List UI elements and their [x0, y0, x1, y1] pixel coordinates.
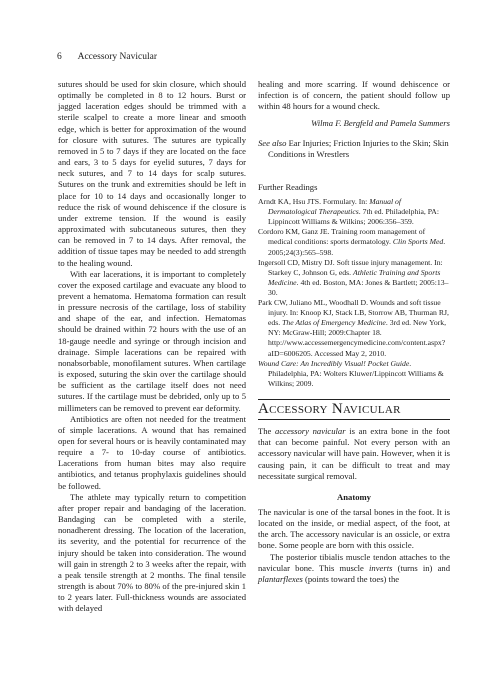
- right-column: [258, 79, 450, 585]
- reference-item: Arndt KA, Hsu JTS. Formulary. In: Manual of Dermatological Therapeutics. 7th ed. Philadelphia, PA: Lippincott Williams & Wilkins; 2006:356–359.: [258, 197, 439, 227]
- running-title: Accessory Navicular: [77, 52, 158, 62]
- further-readings-heading: Further Readings: [258, 181, 318, 192]
- section-title: Accessory Navicular: [258, 400, 401, 417]
- body-paragraph: The posterior tibialis muscle tendon attaches to the navicular bone. This muscle inverts (turns in) and plantarflexes (points toward the toes) the: [258, 551, 451, 584]
- running-header: [57, 52, 157, 62]
- body-paragraph: Antibiotics are often not needed for the treatment of simple lacerations. A wound that has remained open for several hours or is heavily contaminated may require a 7- to 10-day course of antibiotics. Lacerations from human bites may also require antibiotics, and tetanus prophylaxis guidelines should be followed.: [58, 413, 246, 491]
- see-also-label: See also: [258, 137, 287, 148]
- reference-item: Cordoro KM, Ganz JE. Training room management of medical conditions: sports dermatology. Clin Sports Med. 2005;24(3):565–598.: [258, 227, 446, 257]
- section-rule-bottom: [258, 419, 450, 420]
- reference-item: Park CW, Juliano ML, Woodhall D. Wounds and soft tissue injury. In: Knoop KJ, Stack LB, Storrow AB, Thurman RJ, eds. The Atlas of Emergency Medicine. 3rd ed. New York, NY: McGraw-Hill; 2009:Chapter 18. http://www.accessemergencymedicine.com/content.aspx?aID=6006205. Accessed May 2, 2010.: [258, 298, 449, 358]
- page-number: 6: [57, 52, 62, 62]
- body-paragraph: sutures should be used for skin closure, which should optimally be completed in 8 to 12 hours. Burst or jagged laceration edges should be trimmed with a sterile scalpel to create a more linear and smooth edge, which is better for approximation of the wound for closure with sutures. The sutures are typically removed in 5 to 7 days if they are located on the face and ears, 3 to 5 days for eyelid sutures, 7 days for neck sutures, and 7 to 14 days for scalp sutures. Sutures on the trunk and extremities should be left in place for 10 to 14 days and occasionally longer to reduce the risk of wound dehiscence if the closure is under extreme tension. If the wound is easily approximated with subcutaneous sutures, then they can be removed in 7 to 14 days. After removal, the addition of tissue tapes may be needed to add strength to the healing wound.: [58, 79, 246, 268]
- left-column: [58, 79, 246, 615]
- intro-paragraph: The accessory navicular is an extra bone in the foot that can become painful. Not every person with an accessory navicular will have pain. However, when it is causing pain, it can be difficult to treat and may necessitate surgical removal.: [258, 426, 451, 481]
- see-also-text: Ear Injuries; Friction Injuries to the Skin; Skin Conditions in Wrestlers: [268, 137, 449, 159]
- body-paragraph: The navicular is one of the tarsal bones in the foot. It is located on the inside, or medial aspect, of the foot, at the arch. The accessory navicular is an ossicle, or extra bone. Some people are born with this ossicle.: [258, 506, 450, 551]
- anatomy-heading: Anatomy: [337, 491, 371, 502]
- entry-authors: Wilma F. Bergfeld and Pamela Summers: [311, 118, 450, 129]
- section-rule-top: [258, 399, 450, 400]
- reference-item: Wound Care: An Incredibly Visual! Pocket Guide. Philadelphia, PA: Wolters Kluwer/Lippincott Williams & Wilkins; 2009.: [258, 358, 444, 388]
- see-also: [258, 138, 450, 160]
- body-paragraph: The athlete may typically return to competition after proper repair and bandaging of the laceration. Bandaging can be completed with a sterile, nonadherent dressing. The location of the laceration, its severity, and the potential for recurrence of the injury should be taken into consideration. The wound will gain in strength 2 to 3 weeks after the repair, with a peak tensile strength at 2 months. The final tensile strength is about 70% to 80% of the pre-injured skin 1 to 2 years later. Full-thickness wounds are associated with delayed: [58, 491, 246, 614]
- body-paragraph: With ear lacerations, it is important to completely cover the exposed cartilage and evacuate any blood to prevent a hematoma. Hematoma formation can result in pressure necrosis of the cartilage, loss of stability and shape of the ear, and infection. Hematomas should be drained within 72 hours with the use of an 18-gauge needle and syringe or through incision and drainage. Simple lacerations can be repaired with nonabsorbable, monofilament sutures. When cartilage is exposed, suturing the skin over the cartilage should be sufficient as the cartilage itself does not need sutures. If the cartilage must be debrided, only up to 5 millimeters can be removed to prevent ear deformity.: [58, 268, 246, 413]
- reference-item: Ingersoll CD, Mistry DJ. Soft tissue injury management. In: Starkey C, Johnson G, eds. Athletic Training and Sports Medicine. 4th ed. Boston, MA: Jones & Bartlett; 2005:13–30.: [258, 257, 449, 297]
- body-paragraph: healing and more scarring. If wound dehiscence or infection is of concern, the patient should follow up within 48 hours for a wound check.: [258, 79, 450, 112]
